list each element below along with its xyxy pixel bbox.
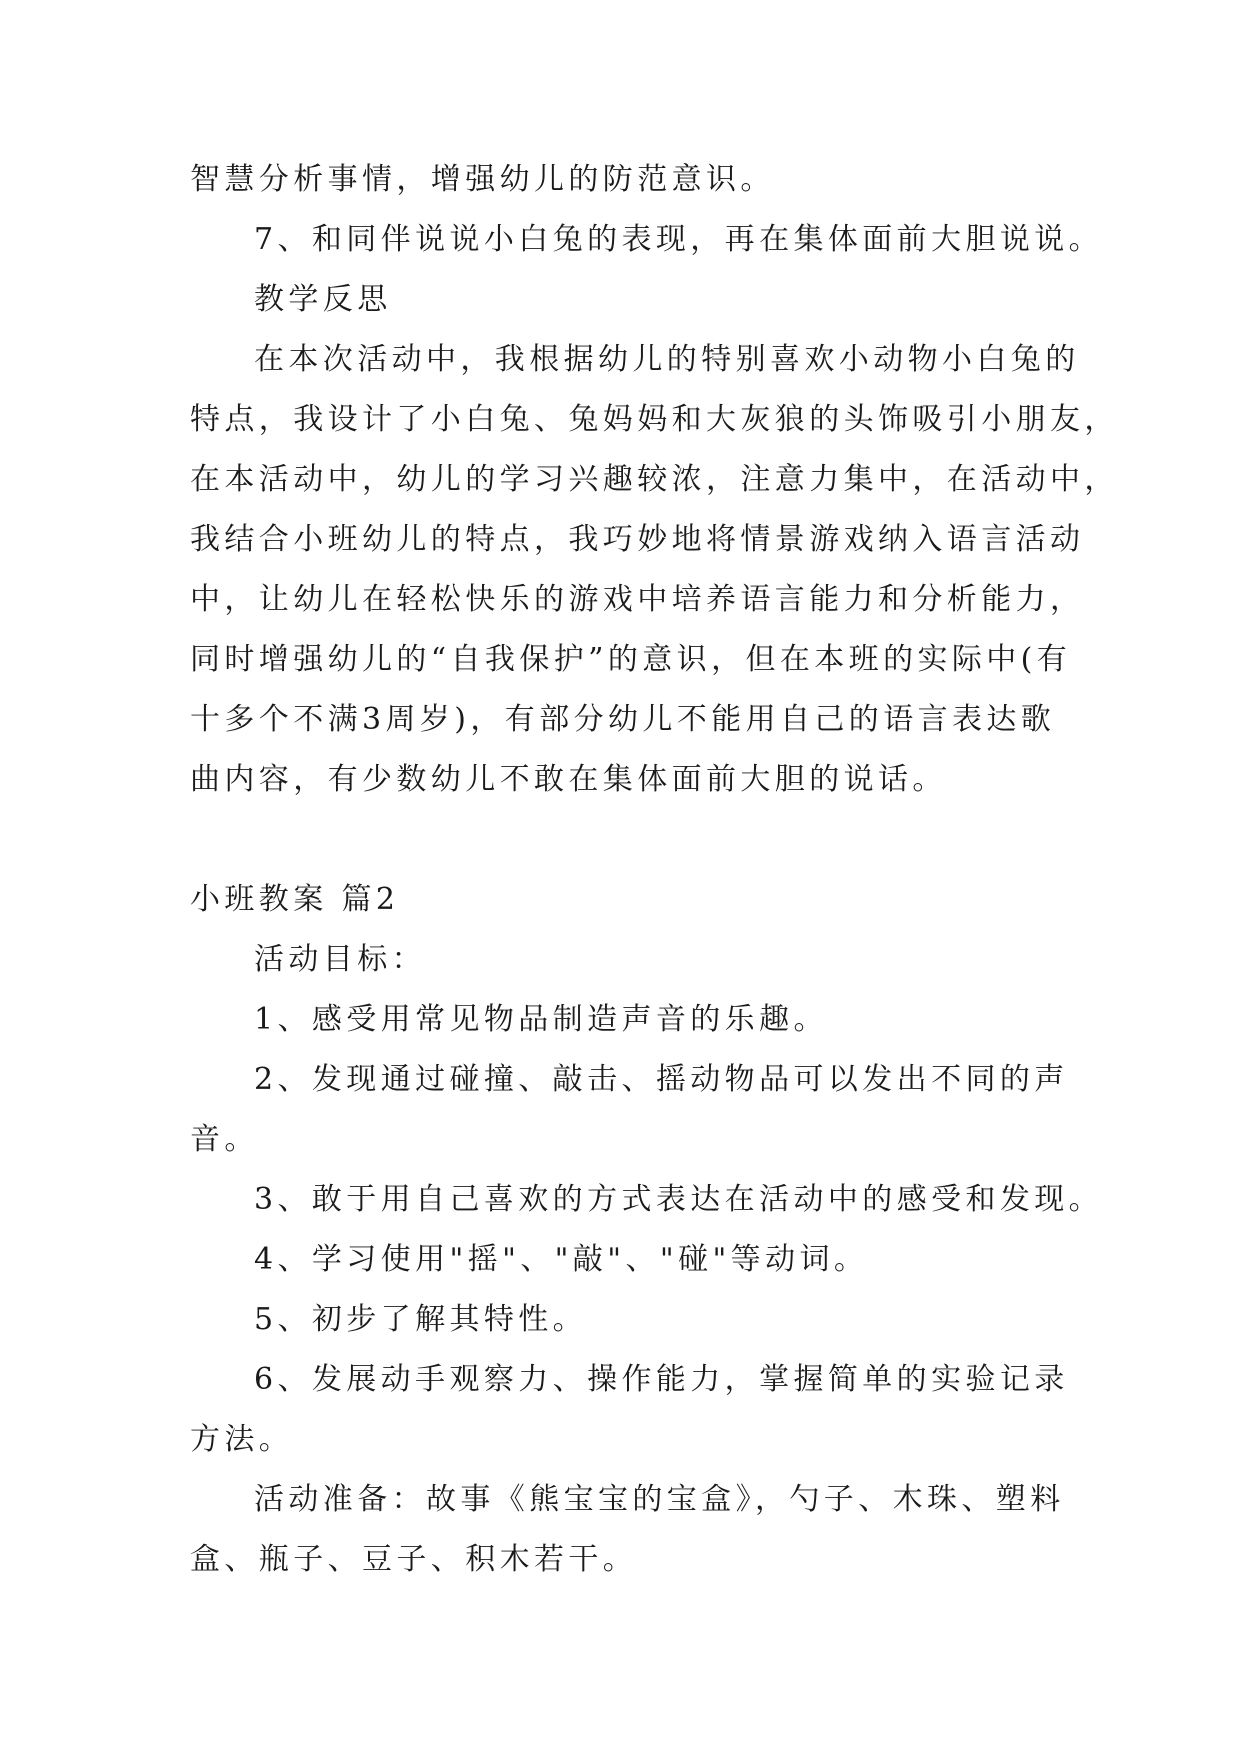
activity-preparation-continued: 盒、瓶子、豆子、积木若干。 xyxy=(190,1542,638,1577)
reflection-line: 同时增强幼儿的“自我保护”的意识，但在本班的实际中(有 xyxy=(190,642,1072,677)
paragraph-continuation: 智慧分析事情，增强幼儿的防范意识。 xyxy=(190,162,775,197)
goal-4: 4、学习使用"摇"、"敲"、"碰"等动词。 xyxy=(254,1242,869,1277)
goals-heading: 活动目标： xyxy=(254,942,426,977)
document-page xyxy=(190,150,1119,1590)
reflection-line: 我结合小班幼儿的特点，我巧妙地将情景游戏纳入语言活动 xyxy=(190,522,1085,557)
goal-6: 6、发展动手观察力、操作能力，掌握简单的实验记录 xyxy=(254,1362,1069,1397)
reflection-heading: 教学反思 xyxy=(254,282,392,317)
section-title: 小班教案 篇2 xyxy=(190,882,400,917)
goal-2-continued: 音。 xyxy=(190,1122,259,1157)
goal-6-continued: 方法。 xyxy=(190,1422,294,1457)
step-7: 7、和同伴说说小白兔的表现，再在集体面前大胆说说。 xyxy=(254,222,1104,257)
reflection-line: 在本次活动中，我根据幼儿的特别喜欢小动物小白兔的 xyxy=(254,342,1080,377)
activity-preparation: 活动准备：故事《熊宝宝的宝盒》，勺子、木珠、塑料 xyxy=(254,1482,1065,1517)
reflection-line: 中，让幼儿在轻松快乐的游戏中培养语言能力和分析能力， xyxy=(190,582,1085,617)
goal-5: 5、初步了解其特性。 xyxy=(254,1302,588,1337)
reflection-line: 曲内容，有少数幼儿不敢在集体面前大胆的说话。 xyxy=(190,762,947,797)
reflection-line: 特点，我设计了小白兔、兔妈妈和大灰狼的头饰吸引小朋友， xyxy=(190,402,1119,437)
goal-1: 1、感受用常见物品制造声音的乐趣。 xyxy=(254,1002,828,1037)
goal-3: 3、敢于用自己喜欢的方式表达在活动中的感受和发现。 xyxy=(254,1182,1104,1217)
goal-2: 2、发现通过碰撞、敲击、摇动物品可以发出不同的声 xyxy=(254,1062,1069,1097)
reflection-line: 在本活动中，幼儿的学习兴趣较浓，注意力集中，在活动中， xyxy=(190,462,1119,497)
reflection-line: 十多个不满3周岁)，有部分幼儿不能用自己的语言表达歌 xyxy=(190,702,1056,737)
